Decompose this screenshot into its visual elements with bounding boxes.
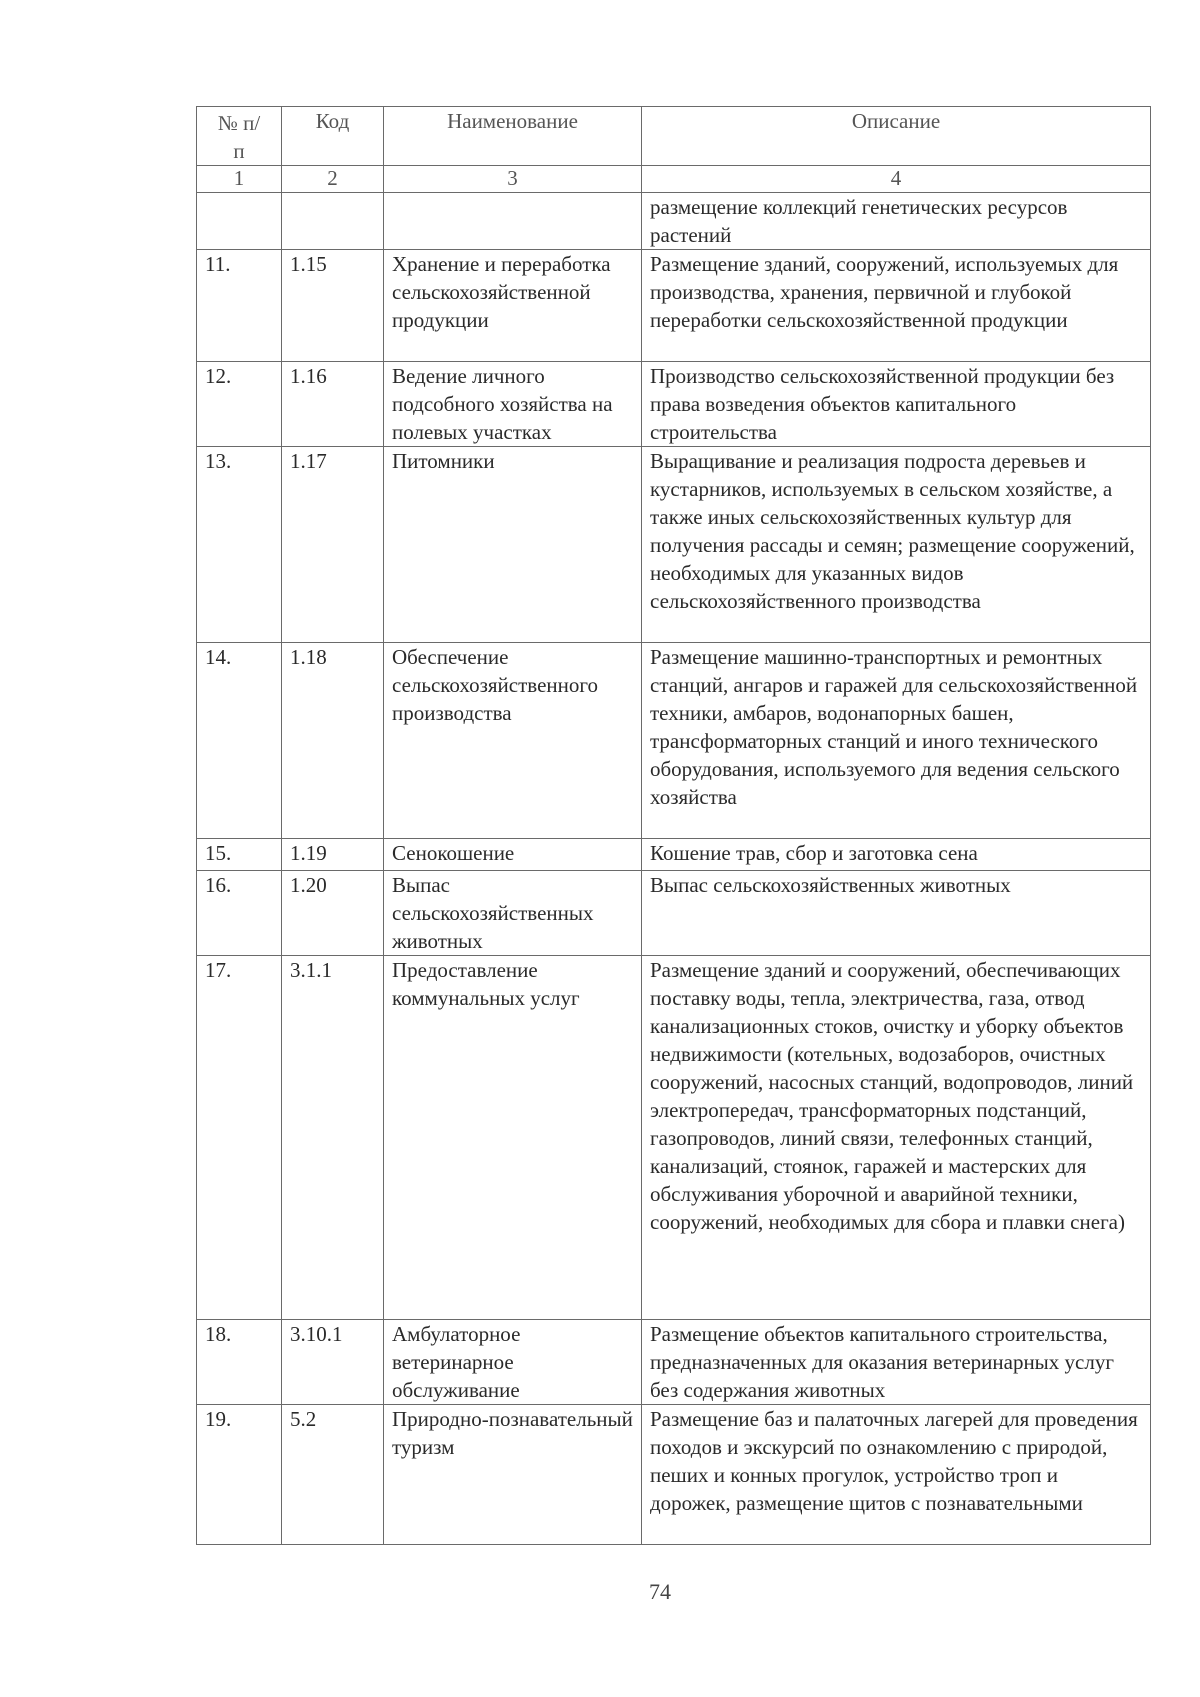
row-code: 5.2 (282, 1405, 384, 1545)
page-number: 74 (649, 1579, 671, 1604)
table-row (197, 871, 1151, 956)
row-code: 1.20 (282, 871, 384, 956)
row-name: Предоставление коммунальных услуг (384, 956, 642, 1320)
row-desc: Размещение зданий и сооружений, обеспечивающих поставку воды, тепла, электричества, газа, отвод канализационных стоков, очистку и уборку объектов недвижимости (котельных, водозаборов, очистных сооружений, насосных станций, водопроводов, линий электропередач, трансформаторных подстанций, газопроводов, линий связи, телефонных станций, канализаций, стоянок, гаражей и мастерских для обслуживания уборочной и аварийной техники, сооружений, необходимых для сбора и плавки снега) (642, 956, 1151, 1320)
row-code: 3.1.1 (282, 956, 384, 1320)
row-desc: Выращивание и реализация подроста деревьев и кустарников, используемых в сельском хозяйстве, а также иных сельскохозяйственных культур для получения рассады и семян; размещение сооружений, необходимых для указанных видов сельскохозяйственного производства (642, 447, 1151, 643)
table-row (197, 956, 1151, 1320)
row-desc: Размещение баз и палаточных лагерей для проведения походов и экскурсий по ознакомлению с природой, пеших и конных прогулок, устройство троп и дорожек, размещение щитов с познавательными (642, 1405, 1151, 1545)
row-desc: Кошение трав, сбор и заготовка сена (642, 839, 1151, 871)
table-row (197, 643, 1151, 839)
continuation-row (197, 193, 1151, 250)
table-header-row (197, 107, 1151, 166)
table-row (197, 362, 1151, 447)
row-code: 1.19 (282, 839, 384, 871)
row-num: 16. (197, 871, 282, 956)
header-num: № п/п (197, 107, 282, 166)
row-num: 15. (197, 839, 282, 871)
row-name: Обеспечение сельскохозяйственного производства (384, 643, 642, 839)
row-desc: Производство сельскохозяйственной продукции без права возведения объектов капитального строительства (642, 362, 1151, 447)
table-row (197, 1320, 1151, 1405)
row-desc: Размещение объектов капитального строительства, предназначенных для оказания ветеринарных услуг без содержания животных (642, 1320, 1151, 1405)
row-name: Питомники (384, 447, 642, 643)
col-number-3: 3 (384, 166, 642, 193)
col-number-1: 1 (197, 166, 282, 193)
row-num: 19. (197, 1405, 282, 1545)
row-num: 12. (197, 362, 282, 447)
row-num: 18. (197, 1320, 282, 1405)
row-name: Природно-познавательный туризм (384, 1405, 642, 1545)
row-name: Ведение личного подсобного хозяйства на полевых участках (384, 362, 642, 447)
row-desc: Размещение зданий, сооружений, используемых для производства, хранения, первичной и глубокой переработки сельскохозяйственной продукции (642, 250, 1151, 362)
table-row (197, 250, 1151, 362)
col-number-2: 2 (282, 166, 384, 193)
table-row (197, 1405, 1151, 1545)
col-number-4: 4 (642, 166, 1151, 193)
row-name: Хранение и переработка сельскохозяйственной продукции (384, 250, 642, 362)
row-desc: размещение коллекций генетических ресурсов растений (642, 193, 1151, 250)
row-code: 3.10.1 (282, 1320, 384, 1405)
row-name: Амбулаторное ветеринарное обслуживание (384, 1320, 642, 1405)
table-row (197, 447, 1151, 643)
header-desc: Описание (642, 107, 1151, 166)
row-name: Сенокошение (384, 839, 642, 871)
land-use-table (196, 106, 1151, 1545)
row-num: 13. (197, 447, 282, 643)
row-num: 17. (197, 956, 282, 1320)
row-code: 1.15 (282, 250, 384, 362)
row-desc: Выпас сельскохозяйственных животных (642, 871, 1151, 956)
table-row (197, 839, 1151, 871)
row-num: 11. (197, 250, 282, 362)
row-desc: Размещение машинно-транспортных и ремонтных станций, ангаров и гаражей для сельскохозяйственной техники, амбаров, водонапорных башен, трансформаторных станций и иного технического оборудования, используемого для ведения сельского хозяйства (642, 643, 1151, 839)
header-name: Наименование (384, 107, 642, 166)
row-num: 14. (197, 643, 282, 839)
row-code: 1.18 (282, 643, 384, 839)
header-code: Код (282, 107, 384, 166)
column-number-row (197, 166, 1151, 193)
row-code: 1.16 (282, 362, 384, 447)
row-code: 1.17 (282, 447, 384, 643)
row-name: Выпас сельскохозяйственных животных (384, 871, 642, 956)
